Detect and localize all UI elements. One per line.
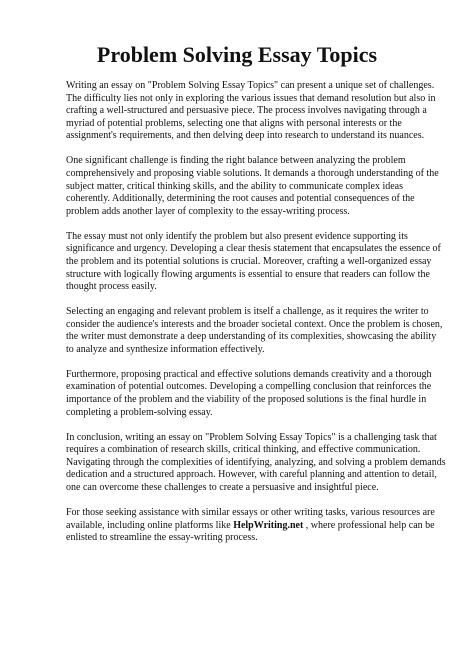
paragraph-2: One significant challenge is finding the right balance between analyzing the problem comprehensively and proposing viable solutions. It demands a thorough understanding of the subject matter, critical thinking skills, and the ability to communicate complex ideas coherently. Additionally, determining the root causes and potential consequences of the problem adds another layer of complexity to the essay-writing process. [66,155,439,217]
page-title: Problem Solving Essay Topics [96,42,378,67]
paragraph-6: In conclusion, writing an essay on "Problem Solving Essay Topics" is a challenging task that requires a combination of research skills, critical thinking, and effective communication. Navigating through the complexities of identifying, analyzing, and solving a problem demands dedication and a structured approach. However, with careful planning and attention to detail, one can overcome these challenges to create a persuasive and insightful piece. [66,431,446,493]
paragraph-5: Furthermore, proposing practical and effective solutions demands creativity and a thorough examination of potential outcomes. Developing a compelling conclusion that reinforces the importance of the problem and the viability of the proposed solutions is the final hurdle in completing a problem-solving essay. [66,368,432,418]
paragraph-4: Selecting an engaging and relevant problem is itself a challenge, as it requires the writer to consider the audience's interests and the broader societal context. Once the problem is chosen, the writer must demonstrate a deep understanding of its complexities, showcasing the ability to analyze and synthesize information effectively. [66,306,443,355]
helpwriting-link[interactable]: HelpWriting.net [233,519,304,531]
paragraph-7-before: For those seeking assistance with similar essays or other writing tasks, various resources are available, including online platforms like [66,506,435,531]
paragraph-7-after: , where professional help can be enlisted to streamline the essay-writing process. [66,519,435,544]
paragraph-7 [66,507,446,545]
document-body [66,80,446,557]
paragraph-1: Writing an essay on "Problem Solving Essay Topics" can present a unique set of challenges. The difficulty lies not only in exploring the various issues that demand resolution but also in crafting a well-structured and persuasive piece. The process involves navigating through a myriad of potential problems, selecting one that aligns with personal interests or the assignment's requirements, and then delving deep into research to understand its nuances. [66,80,436,142]
paragraph-3: The essay must not only identify the problem but also present evidence supporting its significance and urgency. Developing a clear thesis statement that encapsulates the essence of the problem and its potential solutions is crucial. Moreover, crafting a well-organized essay structure with logically flowing arguments is essential to ensure that readers can follow the thought process easily. [66,230,441,293]
